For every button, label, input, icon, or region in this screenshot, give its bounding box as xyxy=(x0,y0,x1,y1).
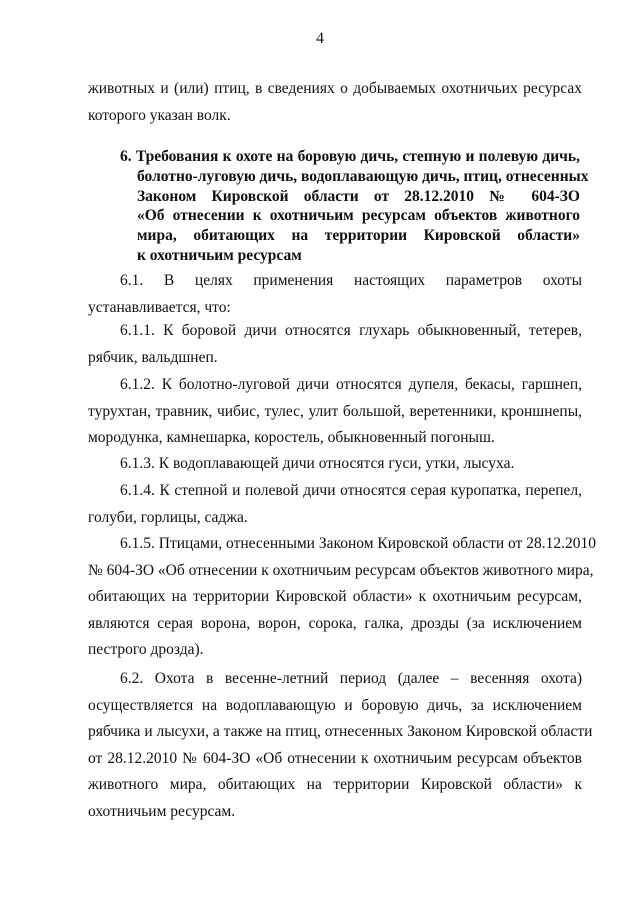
intro-paragraph xyxy=(88,76,582,129)
paragraph-6-1 xyxy=(88,268,582,321)
text-line: турухтан, травник, чибис, тулес, улит большой, веретенники, кроншнепы, xyxy=(88,402,582,420)
text-line: охотничьим ресурсам. xyxy=(88,802,236,820)
text-line: которого указан волк. xyxy=(88,106,231,124)
paragraph-6-1-5 xyxy=(88,531,596,664)
text-line: 6.1.5. Птицами, отнесенными Законом Кировской области от 28.12.2010 xyxy=(120,535,596,552)
heading-line: болотно-луговую дичь, водоплавающую дичь, птиц, отнесенных xyxy=(137,167,589,185)
text-line: устанавливается, что: xyxy=(88,298,231,316)
text-line: животного мира, обитающих на территории Кировской области» к xyxy=(88,776,582,793)
heading-line: к охотничьим ресурсам xyxy=(137,246,302,264)
paragraph-6-2 xyxy=(88,666,593,825)
text-line: 6.1.3. К водоплавающей дичи относятся гуси, утки, лысуха. xyxy=(120,455,515,472)
text-line: осуществляется на водоплавающую и боровую дичь, за исключением xyxy=(88,696,582,714)
text-line: от 28.12.2010 № 604-ЗО «Об отнесении к охотничьим ресурсам объектов xyxy=(88,749,582,767)
heading-line: 6. Требования к охоте на боровую дичь, степную и полевую дичь, xyxy=(120,148,580,165)
paragraph-6-1-4 xyxy=(88,478,582,531)
page-number: 4 xyxy=(316,30,324,47)
text-line: являются серая ворона, ворон, сорока, галка, дрозды (за исключением xyxy=(88,614,582,632)
text-line: голуби, горлицы, саджа. xyxy=(88,508,248,526)
text-line: 6.2. Охота в весенне-летний период (далее – весенняя охота) xyxy=(120,670,582,687)
text-line: № 604-ЗО «Об отнесении к охотничьим ресурсам объектов животного мира, xyxy=(88,561,594,579)
paragraph-6-1-1 xyxy=(88,318,582,371)
text-line: 6.1.4. К степной и полевой дичи относятся серая куропатка, перепел, xyxy=(120,482,582,499)
text-line: мородунка, камнешарка, коростель, обыкновенный погоныш. xyxy=(88,429,495,446)
text-line: 6.1.2. К болотно-луговой дичи относятся дупеля, бекасы, гаршнеп, xyxy=(120,376,582,393)
text-line: 6.1.1. К боровой дичи относятся глухарь обыкновенный, тетерев, xyxy=(120,322,582,339)
text-line: рябчика и лысухи, а также на птиц, отнесенных Законом Кировской области xyxy=(88,723,593,740)
section-heading xyxy=(120,147,589,266)
heading-line: «Об отнесении к охотничьим ресурсам объектов животного xyxy=(137,207,580,225)
text-line: 6.1. В целях применения настоящих параметров охоты xyxy=(120,272,582,289)
text-line: животных и (или) птиц, в сведениях о добываемых охотничьих ресурсах xyxy=(88,80,582,97)
text-line: обитающих на территории Кировской области» к охотничьим ресурсам, xyxy=(88,588,582,605)
text-line: рябчик, вальдшнеп. xyxy=(88,348,218,366)
text-line: пестрого дрозда). xyxy=(88,641,204,658)
paragraph-6-1-2 xyxy=(88,372,582,452)
heading-line: Законом Кировской области от 28.12.2010 № 604-ЗО xyxy=(137,187,580,205)
heading-line: мира, обитающих на территории Кировской области» xyxy=(137,227,580,245)
paragraph-6-1-3 xyxy=(88,451,582,478)
